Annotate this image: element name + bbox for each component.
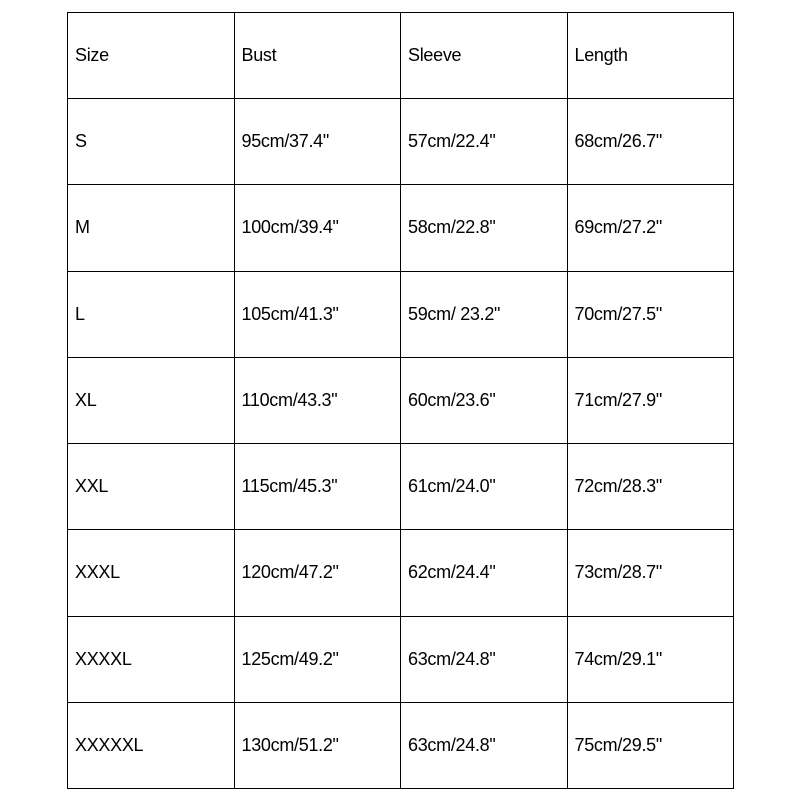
bust-cell: 95cm/37.4": [234, 99, 401, 185]
table-row: [68, 99, 734, 185]
length-cell: 72cm/28.3": [567, 444, 734, 530]
size-cell: S: [68, 99, 235, 185]
header-cell: Bust: [234, 13, 401, 99]
table-row: [68, 702, 734, 788]
sleeve-cell: 62cm/24.4": [401, 530, 568, 616]
table-row: [68, 530, 734, 616]
size-chart-table: [67, 12, 734, 789]
table-row: [68, 444, 734, 530]
size-cell: XL: [68, 357, 235, 443]
bust-cell: 120cm/47.2": [234, 530, 401, 616]
size-cell: XXXXXL: [68, 702, 235, 788]
bust-cell: 110cm/43.3": [234, 357, 401, 443]
bust-cell: 115cm/45.3": [234, 444, 401, 530]
sleeve-cell: 60cm/23.6": [401, 357, 568, 443]
sleeve-cell: 58cm/22.8": [401, 185, 568, 271]
length-cell: 74cm/29.1": [567, 616, 734, 702]
bust-cell: 105cm/41.3": [234, 271, 401, 357]
sleeve-cell: 59cm/ 23.2": [401, 271, 568, 357]
header-cell: Length: [567, 13, 734, 99]
size-cell: M: [68, 185, 235, 271]
table-row: [68, 271, 734, 357]
length-cell: 71cm/27.9": [567, 357, 734, 443]
length-cell: 70cm/27.5": [567, 271, 734, 357]
length-cell: 75cm/29.5": [567, 702, 734, 788]
table-row: [68, 185, 734, 271]
sleeve-cell: 63cm/24.8": [401, 616, 568, 702]
header-row: [68, 13, 734, 99]
bust-cell: 125cm/49.2": [234, 616, 401, 702]
size-cell: L: [68, 271, 235, 357]
length-cell: 68cm/26.7": [567, 99, 734, 185]
bust-cell: 130cm/51.2": [234, 702, 401, 788]
size-cell: XXXL: [68, 530, 235, 616]
size-cell: XXXXL: [68, 616, 235, 702]
sleeve-cell: 63cm/24.8": [401, 702, 568, 788]
sleeve-cell: 57cm/22.4": [401, 99, 568, 185]
sleeve-cell: 61cm/24.0": [401, 444, 568, 530]
size-cell: XXL: [68, 444, 235, 530]
bust-cell: 100cm/39.4": [234, 185, 401, 271]
length-cell: 73cm/28.7": [567, 530, 734, 616]
header-cell: Sleeve: [401, 13, 568, 99]
length-cell: 69cm/27.2": [567, 185, 734, 271]
table-row: [68, 357, 734, 443]
table-row: [68, 616, 734, 702]
header-cell: Size: [68, 13, 235, 99]
